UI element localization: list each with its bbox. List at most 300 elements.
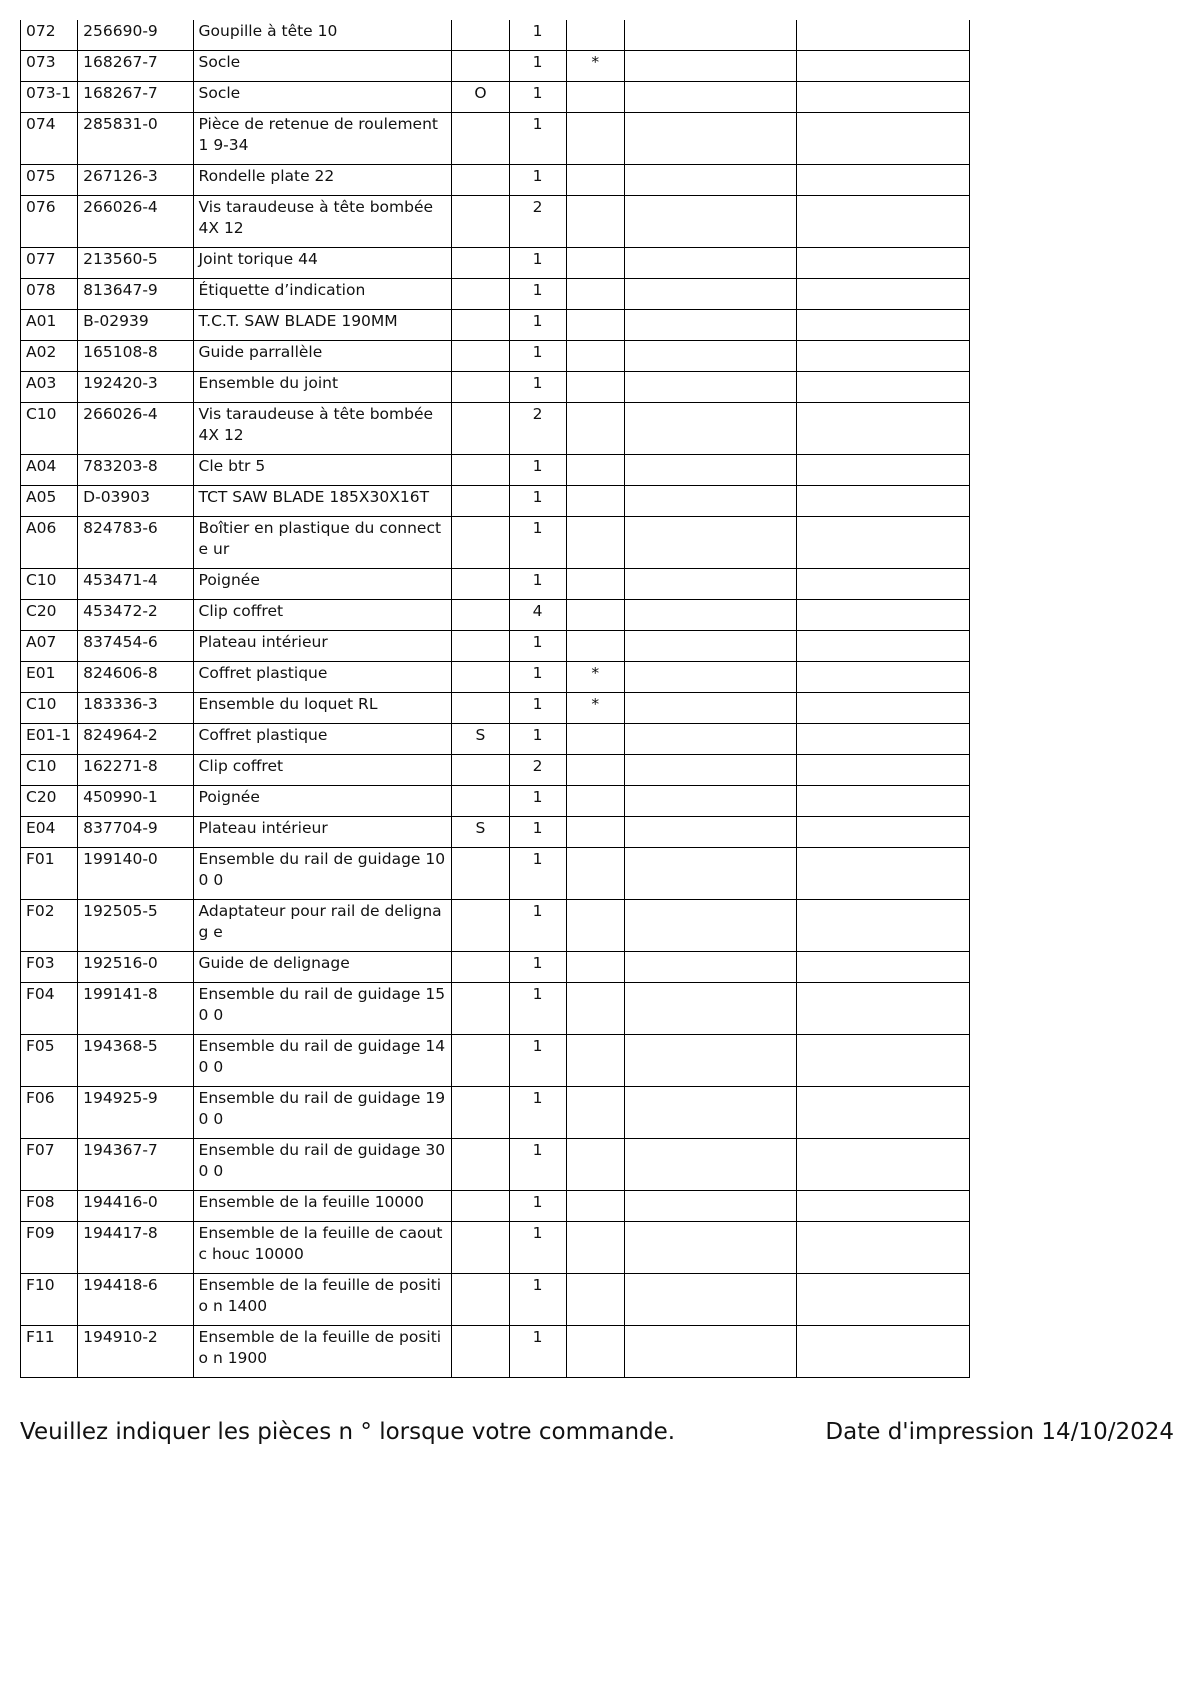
part-mark-cell	[452, 1139, 509, 1191]
part-description-cell: Cle btr 5	[193, 455, 452, 486]
part-description-cell: Boîtier en plastique du connecte ur	[193, 517, 452, 569]
part-description-cell: Plateau intérieur	[193, 631, 452, 662]
part-description-cell: Ensemble de la feuille de positio n 1900	[193, 1326, 452, 1378]
empty-cell	[624, 165, 797, 196]
empty-cell	[797, 662, 970, 693]
table-row	[21, 1274, 970, 1326]
part-code-cell: 194416-0	[78, 1191, 193, 1222]
part-number-cell: C10	[21, 693, 78, 724]
part-code-cell: 266026-4	[78, 403, 193, 455]
part-quantity-cell: 1	[509, 952, 566, 983]
part-number-cell: F01	[21, 848, 78, 900]
part-quantity-cell: 1	[509, 165, 566, 196]
part-code-cell: 194418-6	[78, 1274, 193, 1326]
part-code-cell: 213560-5	[78, 248, 193, 279]
part-number-cell: 077	[21, 248, 78, 279]
part-quantity-cell: 2	[509, 755, 566, 786]
table-row	[21, 1326, 970, 1378]
empty-cell	[797, 1087, 970, 1139]
empty-cell	[797, 983, 970, 1035]
part-quantity-cell: 1	[509, 372, 566, 403]
part-code-cell: B-02939	[78, 310, 193, 341]
empty-cell	[797, 1139, 970, 1191]
part-note-cell	[566, 900, 624, 952]
part-description-cell: Coffret plastique	[193, 724, 452, 755]
part-description-cell: Poignée	[193, 786, 452, 817]
part-number-cell: F05	[21, 1035, 78, 1087]
part-code-cell: 165108-8	[78, 341, 193, 372]
table-row	[21, 952, 970, 983]
part-quantity-cell: 2	[509, 196, 566, 248]
part-quantity-cell: 1	[509, 341, 566, 372]
part-description-cell: Clip coffret	[193, 600, 452, 631]
part-quantity-cell: 1	[509, 20, 566, 51]
empty-cell	[624, 403, 797, 455]
part-mark-cell	[452, 693, 509, 724]
part-code-cell: 168267-7	[78, 82, 193, 113]
part-quantity-cell: 1	[509, 455, 566, 486]
part-quantity-cell: 1	[509, 310, 566, 341]
part-code-cell: 199140-0	[78, 848, 193, 900]
part-quantity-cell: 1	[509, 486, 566, 517]
part-number-cell: A04	[21, 455, 78, 486]
empty-cell	[797, 786, 970, 817]
parts-table-body	[21, 20, 970, 1378]
part-note-cell	[566, 1087, 624, 1139]
part-number-cell: C10	[21, 403, 78, 455]
part-quantity-cell: 1	[509, 1139, 566, 1191]
part-quantity-cell: 1	[509, 786, 566, 817]
part-number-cell: 075	[21, 165, 78, 196]
part-quantity-cell: 1	[509, 51, 566, 82]
empty-cell	[624, 1035, 797, 1087]
empty-cell	[797, 51, 970, 82]
part-note-cell	[566, 724, 624, 755]
part-note-cell	[566, 952, 624, 983]
part-quantity-cell: 1	[509, 248, 566, 279]
part-code-cell: 837704-9	[78, 817, 193, 848]
part-note-cell	[566, 165, 624, 196]
order-instruction-note: Veuillez indiquer les pièces n ° lorsque votre commande.	[20, 1419, 676, 1445]
part-code-cell: 824783-6	[78, 517, 193, 569]
table-row	[21, 786, 970, 817]
empty-cell	[624, 486, 797, 517]
empty-cell	[624, 724, 797, 755]
part-number-cell: A07	[21, 631, 78, 662]
empty-cell	[797, 372, 970, 403]
table-row	[21, 310, 970, 341]
empty-cell	[797, 403, 970, 455]
part-mark-cell	[452, 165, 509, 196]
part-code-cell: 285831-0	[78, 113, 193, 165]
empty-cell	[797, 82, 970, 113]
empty-cell	[797, 196, 970, 248]
part-mark-cell	[452, 403, 509, 455]
part-code-cell: 194367-7	[78, 1139, 193, 1191]
part-description-cell: Vis taraudeuse à tête bombée 4X 12	[193, 196, 452, 248]
part-description-cell: Guide de delignage	[193, 952, 452, 983]
table-row	[21, 82, 970, 113]
part-note-cell: *	[566, 693, 624, 724]
part-quantity-cell: 1	[509, 631, 566, 662]
part-description-cell: T.C.T. SAW BLADE 190MM	[193, 310, 452, 341]
part-description-cell: Ensemble du rail de guidage 300 0	[193, 1139, 452, 1191]
part-quantity-cell: 2	[509, 403, 566, 455]
empty-cell	[797, 569, 970, 600]
part-note-cell	[566, 1139, 624, 1191]
part-description-cell: Rondelle plate 22	[193, 165, 452, 196]
part-code-cell: 256690-9	[78, 20, 193, 51]
part-description-cell: Coffret plastique	[193, 662, 452, 693]
parts-table	[20, 20, 970, 1378]
part-code-cell: 192516-0	[78, 952, 193, 983]
part-number-cell: F06	[21, 1087, 78, 1139]
part-description-cell: Ensemble du joint	[193, 372, 452, 403]
part-description-cell: Étiquette d’indication	[193, 279, 452, 310]
part-mark-cell	[452, 983, 509, 1035]
table-row	[21, 248, 970, 279]
part-note-cell	[566, 403, 624, 455]
part-description-cell: Poignée	[193, 569, 452, 600]
empty-cell	[624, 310, 797, 341]
table-row	[21, 517, 970, 569]
part-number-cell: E04	[21, 817, 78, 848]
empty-cell	[624, 1191, 797, 1222]
part-number-cell: C10	[21, 755, 78, 786]
table-row	[21, 20, 970, 51]
part-mark-cell	[452, 755, 509, 786]
empty-cell	[624, 786, 797, 817]
part-note-cell	[566, 372, 624, 403]
empty-cell	[624, 1274, 797, 1326]
table-row	[21, 51, 970, 82]
part-note-cell	[566, 786, 624, 817]
table-row	[21, 600, 970, 631]
part-note-cell	[566, 1035, 624, 1087]
part-number-cell: A06	[21, 517, 78, 569]
empty-cell	[624, 900, 797, 952]
part-number-cell: 076	[21, 196, 78, 248]
part-code-cell: 162271-8	[78, 755, 193, 786]
part-note-cell	[566, 113, 624, 165]
table-row	[21, 817, 970, 848]
part-quantity-cell: 1	[509, 1326, 566, 1378]
part-note-cell	[566, 1191, 624, 1222]
part-description-cell: Clip coffret	[193, 755, 452, 786]
part-note-cell: *	[566, 662, 624, 693]
part-number-cell: F09	[21, 1222, 78, 1274]
part-code-cell: 783203-8	[78, 455, 193, 486]
part-mark-cell	[452, 486, 509, 517]
part-number-cell: E01-1	[21, 724, 78, 755]
empty-cell	[797, 1274, 970, 1326]
part-quantity-cell: 1	[509, 1191, 566, 1222]
part-number-cell: C20	[21, 600, 78, 631]
empty-cell	[797, 817, 970, 848]
part-note-cell	[566, 755, 624, 786]
empty-cell	[797, 600, 970, 631]
part-description-cell: Vis taraudeuse à tête bombée 4X 12	[193, 403, 452, 455]
table-row	[21, 900, 970, 952]
table-row	[21, 372, 970, 403]
part-mark-cell	[452, 279, 509, 310]
part-note-cell	[566, 1326, 624, 1378]
part-quantity-cell: 1	[509, 1274, 566, 1326]
table-row	[21, 1087, 970, 1139]
part-description-cell: Ensemble du rail de guidage 140 0	[193, 1035, 452, 1087]
empty-cell	[624, 1326, 797, 1378]
part-mark-cell	[452, 1191, 509, 1222]
part-code-cell: 267126-3	[78, 165, 193, 196]
part-quantity-cell: 4	[509, 600, 566, 631]
empty-cell	[797, 248, 970, 279]
part-note-cell: *	[566, 51, 624, 82]
part-mark-cell	[452, 341, 509, 372]
empty-cell	[797, 310, 970, 341]
empty-cell	[797, 1191, 970, 1222]
table-row	[21, 1191, 970, 1222]
part-description-cell: Socle	[193, 51, 452, 82]
part-code-cell: 194368-5	[78, 1035, 193, 1087]
part-code-cell: 824964-2	[78, 724, 193, 755]
table-row	[21, 455, 970, 486]
part-quantity-cell: 1	[509, 983, 566, 1035]
part-mark-cell	[452, 600, 509, 631]
empty-cell	[624, 82, 797, 113]
empty-cell	[797, 1222, 970, 1274]
table-row	[21, 755, 970, 786]
empty-cell	[797, 165, 970, 196]
empty-cell	[797, 631, 970, 662]
part-mark-cell	[452, 248, 509, 279]
part-code-cell: 194417-8	[78, 1222, 193, 1274]
empty-cell	[624, 113, 797, 165]
part-number-cell: F02	[21, 900, 78, 952]
print-date: Date d'impression 14/10/2024	[825, 1419, 1174, 1445]
part-code-cell: 824606-8	[78, 662, 193, 693]
part-mark-cell	[452, 1274, 509, 1326]
empty-cell	[797, 113, 970, 165]
part-note-cell	[566, 983, 624, 1035]
part-quantity-cell: 1	[509, 724, 566, 755]
part-note-cell	[566, 455, 624, 486]
empty-cell	[797, 341, 970, 372]
part-note-cell	[566, 248, 624, 279]
empty-cell	[797, 20, 970, 51]
part-mark-cell: S	[452, 817, 509, 848]
empty-cell	[624, 372, 797, 403]
empty-cell	[624, 600, 797, 631]
part-number-cell: A02	[21, 341, 78, 372]
part-mark-cell	[452, 786, 509, 817]
part-quantity-cell: 1	[509, 1222, 566, 1274]
empty-cell	[624, 341, 797, 372]
part-description-cell: Ensemble du rail de guidage 100 0	[193, 848, 452, 900]
empty-cell	[797, 279, 970, 310]
part-note-cell	[566, 310, 624, 341]
empty-cell	[624, 1222, 797, 1274]
empty-cell	[797, 755, 970, 786]
part-quantity-cell: 1	[509, 569, 566, 600]
part-number-cell: A01	[21, 310, 78, 341]
part-code-cell: 194910-2	[78, 1326, 193, 1378]
part-quantity-cell: 1	[509, 1087, 566, 1139]
empty-cell	[624, 662, 797, 693]
part-quantity-cell: 1	[509, 279, 566, 310]
empty-cell	[797, 724, 970, 755]
empty-cell	[624, 755, 797, 786]
part-mark-cell	[452, 662, 509, 693]
part-code-cell: 453472-2	[78, 600, 193, 631]
part-quantity-cell: 1	[509, 662, 566, 693]
table-row	[21, 486, 970, 517]
part-code-cell: 837454-6	[78, 631, 193, 662]
part-number-cell: F08	[21, 1191, 78, 1222]
part-code-cell: D-03903	[78, 486, 193, 517]
empty-cell	[624, 51, 797, 82]
part-number-cell: C10	[21, 569, 78, 600]
table-row	[21, 165, 970, 196]
part-mark-cell	[452, 517, 509, 569]
empty-cell	[797, 1326, 970, 1378]
empty-cell	[624, 20, 797, 51]
part-note-cell	[566, 341, 624, 372]
part-note-cell	[566, 600, 624, 631]
empty-cell	[624, 693, 797, 724]
part-quantity-cell: 1	[509, 113, 566, 165]
part-mark-cell: S	[452, 724, 509, 755]
part-code-cell: 450990-1	[78, 786, 193, 817]
part-number-cell: F11	[21, 1326, 78, 1378]
empty-cell	[624, 952, 797, 983]
part-quantity-cell: 1	[509, 848, 566, 900]
table-row	[21, 279, 970, 310]
part-mark-cell	[452, 1222, 509, 1274]
part-code-cell: 453471-4	[78, 569, 193, 600]
part-mark-cell	[452, 51, 509, 82]
empty-cell	[797, 1035, 970, 1087]
part-description-cell: Ensemble du loquet RL	[193, 693, 452, 724]
part-number-cell: 072	[21, 20, 78, 51]
empty-cell	[797, 693, 970, 724]
empty-cell	[624, 1087, 797, 1139]
part-note-cell	[566, 20, 624, 51]
table-row	[21, 1139, 970, 1191]
empty-cell	[797, 517, 970, 569]
part-number-cell: C20	[21, 786, 78, 817]
part-note-cell	[566, 517, 624, 569]
empty-cell	[797, 848, 970, 900]
part-description-cell: Ensemble de la feuille 10000	[193, 1191, 452, 1222]
table-row	[21, 662, 970, 693]
part-mark-cell	[452, 196, 509, 248]
part-code-cell: 168267-7	[78, 51, 193, 82]
part-number-cell: F03	[21, 952, 78, 983]
part-note-cell	[566, 569, 624, 600]
part-quantity-cell: 1	[509, 900, 566, 952]
part-number-cell: F04	[21, 983, 78, 1035]
part-description-cell: Ensemble du rail de guidage 190 0	[193, 1087, 452, 1139]
part-description-cell: Socle	[193, 82, 452, 113]
table-row	[21, 341, 970, 372]
empty-cell	[624, 569, 797, 600]
part-description-cell: Joint torique 44	[193, 248, 452, 279]
part-note-cell	[566, 848, 624, 900]
empty-cell	[624, 817, 797, 848]
empty-cell	[797, 486, 970, 517]
part-number-cell: 074	[21, 113, 78, 165]
table-row	[21, 693, 970, 724]
empty-cell	[797, 900, 970, 952]
part-code-cell: 199141-8	[78, 983, 193, 1035]
part-code-cell: 266026-4	[78, 196, 193, 248]
table-row	[21, 1222, 970, 1274]
empty-cell	[624, 196, 797, 248]
empty-cell	[624, 248, 797, 279]
empty-cell	[624, 848, 797, 900]
table-row	[21, 403, 970, 455]
part-mark-cell	[452, 1035, 509, 1087]
table-row	[21, 1035, 970, 1087]
part-mark-cell	[452, 20, 509, 51]
empty-cell	[624, 455, 797, 486]
part-note-cell	[566, 279, 624, 310]
part-description-cell: Pièce de retenue de roulement 1 9-34	[193, 113, 452, 165]
part-note-cell	[566, 1274, 624, 1326]
part-number-cell: A03	[21, 372, 78, 403]
part-note-cell	[566, 817, 624, 848]
empty-cell	[624, 983, 797, 1035]
part-note-cell	[566, 196, 624, 248]
part-description-cell: Adaptateur pour rail de delignag e	[193, 900, 452, 952]
part-mark-cell	[452, 372, 509, 403]
empty-cell	[624, 631, 797, 662]
empty-cell	[624, 279, 797, 310]
table-row	[21, 196, 970, 248]
part-number-cell: F07	[21, 1139, 78, 1191]
part-quantity-cell: 1	[509, 817, 566, 848]
part-mark-cell	[452, 631, 509, 662]
empty-cell	[624, 517, 797, 569]
part-number-cell: 073-1	[21, 82, 78, 113]
part-description-cell: Ensemble de la feuille de caoutc houc 10000	[193, 1222, 452, 1274]
part-mark-cell	[452, 455, 509, 486]
table-row	[21, 848, 970, 900]
part-quantity-cell: 1	[509, 1035, 566, 1087]
part-code-cell: 192420-3	[78, 372, 193, 403]
part-code-cell: 813647-9	[78, 279, 193, 310]
part-note-cell	[566, 486, 624, 517]
part-quantity-cell: 1	[509, 693, 566, 724]
part-mark-cell	[452, 1087, 509, 1139]
table-row	[21, 724, 970, 755]
part-mark-cell: O	[452, 82, 509, 113]
part-description-cell: Plateau intérieur	[193, 817, 452, 848]
part-mark-cell	[452, 310, 509, 341]
part-code-cell: 194925-9	[78, 1087, 193, 1139]
part-quantity-cell: 1	[509, 517, 566, 569]
part-description-cell: Goupille à tête 10	[193, 20, 452, 51]
part-mark-cell	[452, 113, 509, 165]
part-mark-cell	[452, 900, 509, 952]
empty-cell	[797, 455, 970, 486]
part-number-cell: 078	[21, 279, 78, 310]
table-row	[21, 569, 970, 600]
part-number-cell: 073	[21, 51, 78, 82]
part-mark-cell	[452, 569, 509, 600]
part-mark-cell	[452, 1326, 509, 1378]
empty-cell	[797, 952, 970, 983]
